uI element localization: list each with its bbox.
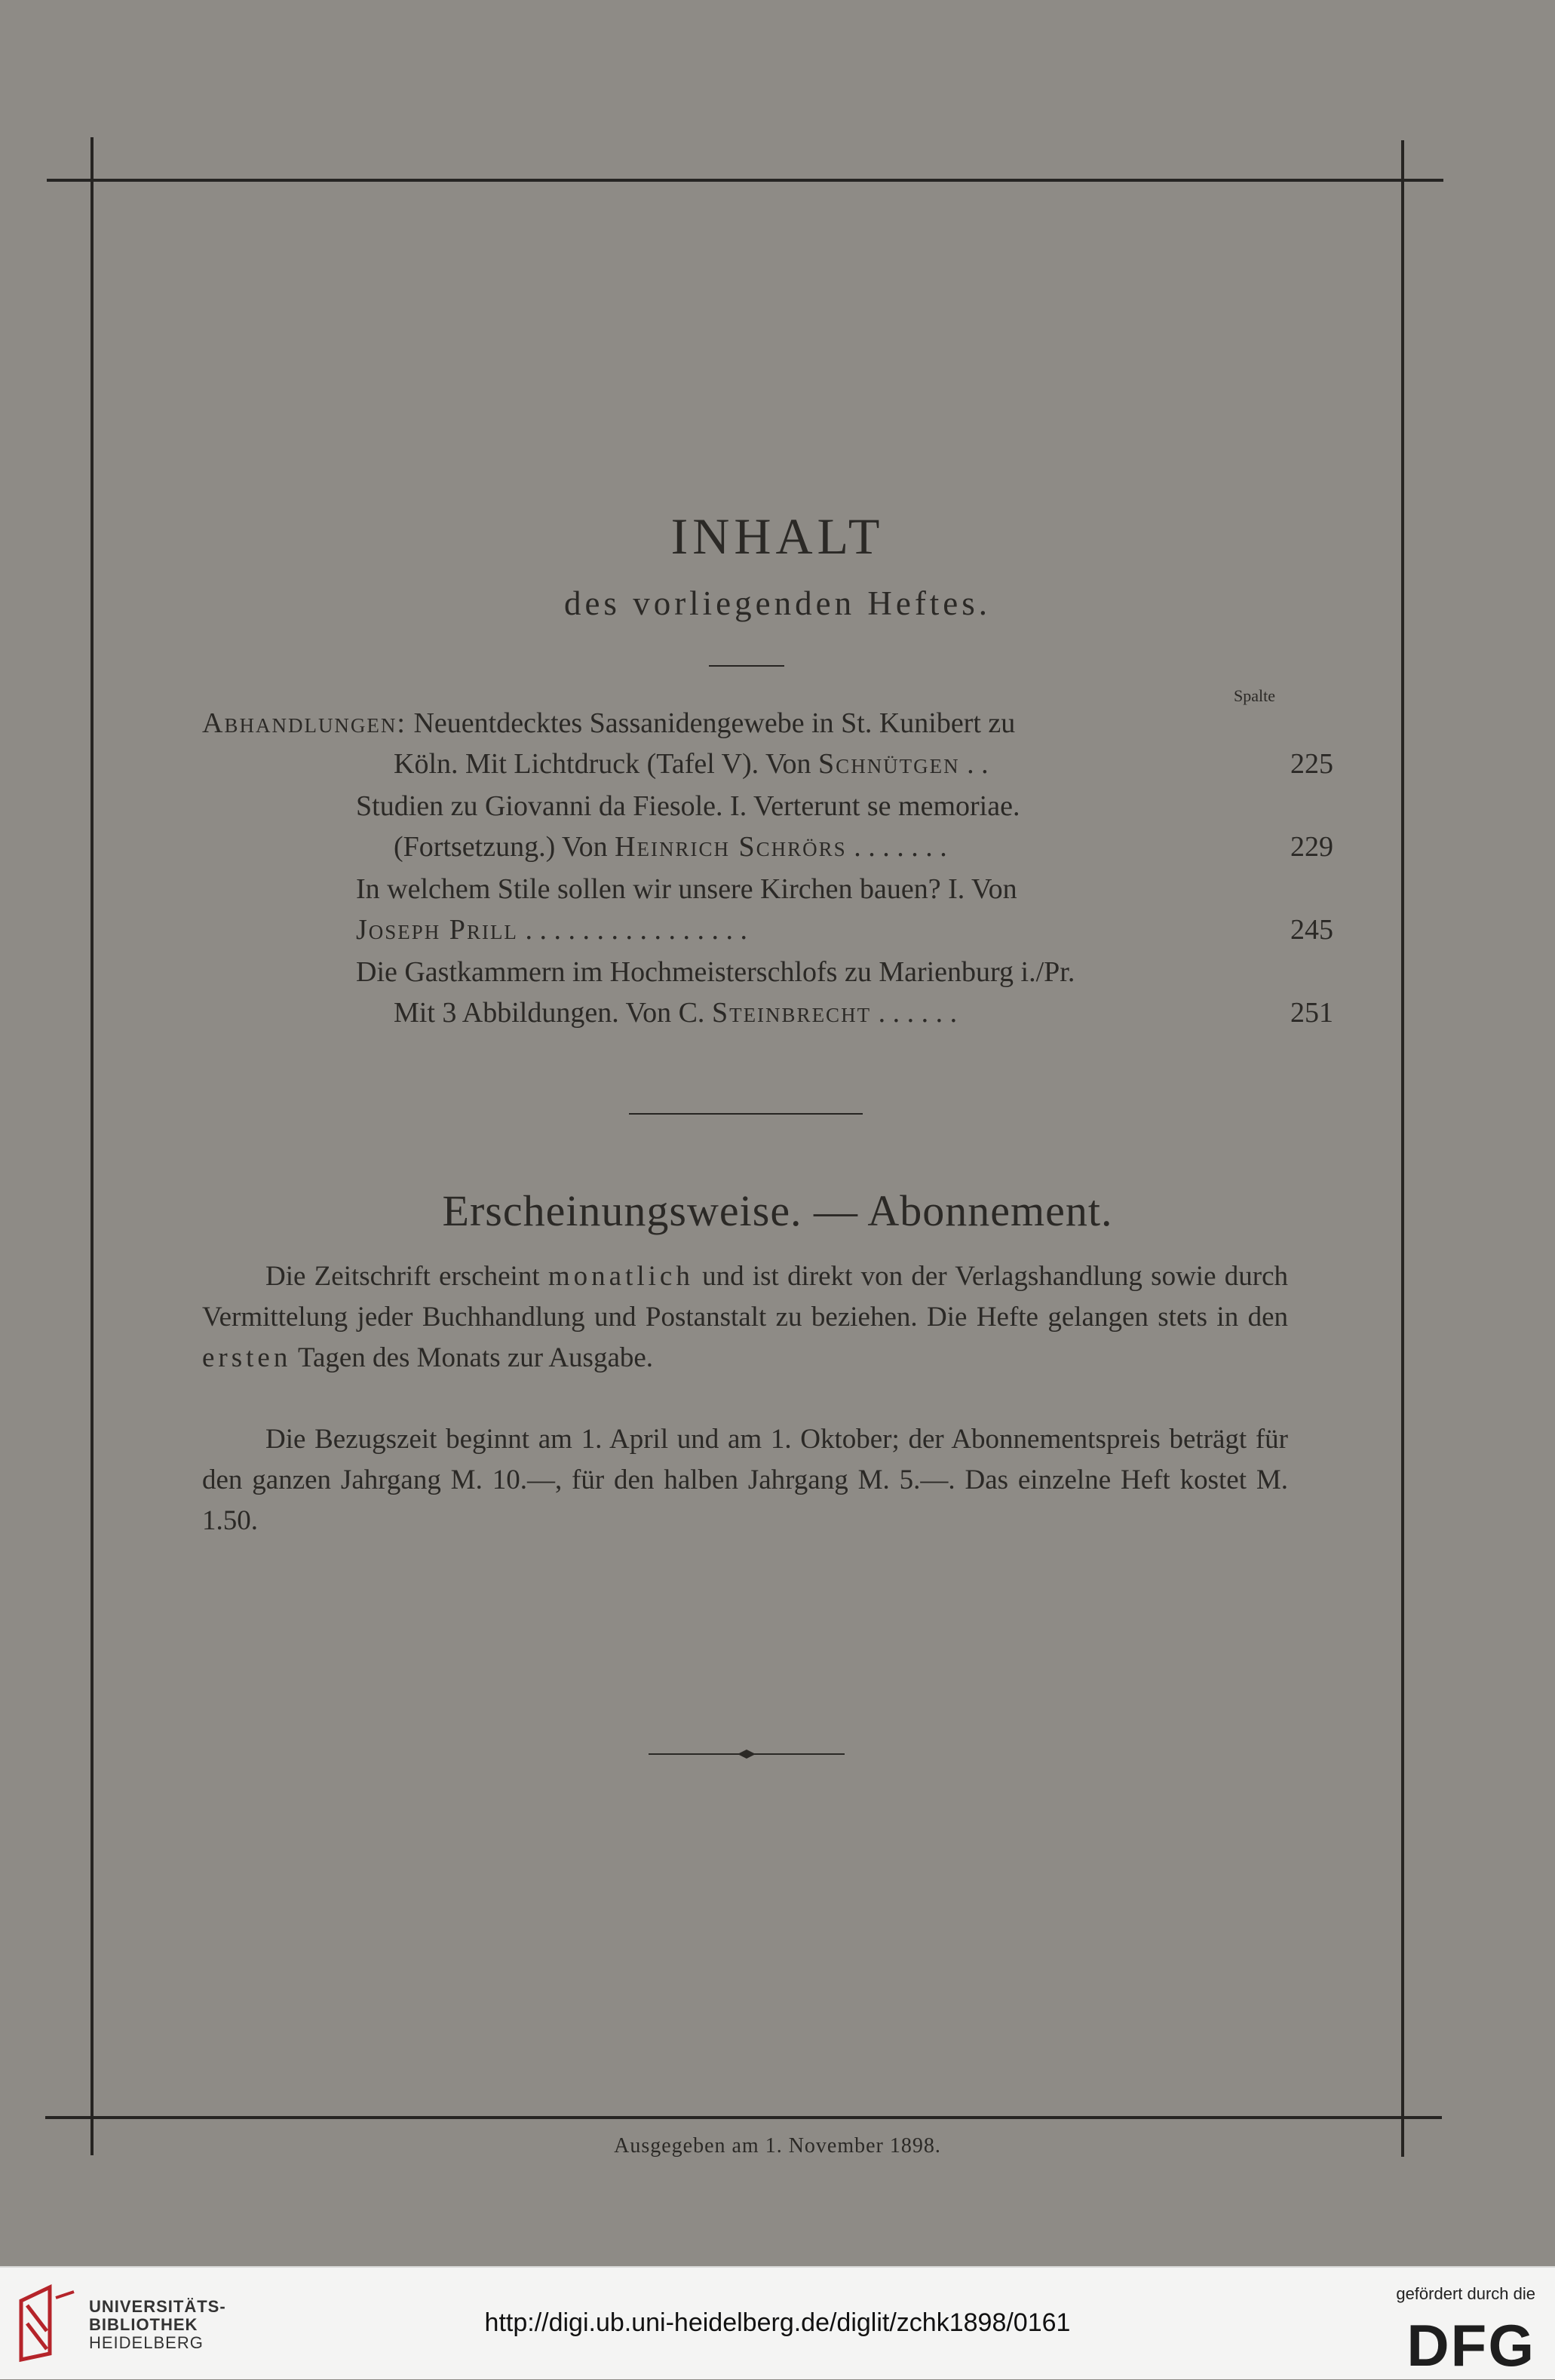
toc-entry-2-line1: Studien zu Giovanni da Fiesole. I. Verterunt se memoriae. (356, 790, 1020, 822)
toc-author: Schnütgen (818, 748, 960, 780)
emphasis-ersten: ersten (202, 1342, 292, 1373)
toc-section-label: Abhandlungen: (202, 707, 406, 739)
frame-left-rule (90, 137, 94, 2155)
toc-entry-3-line2: Joseph Prill . . . . . . . . . . . . . . . . 245 (202, 909, 1333, 950)
toc-page-number: 225 (1290, 748, 1333, 780)
ornament-divider (649, 1747, 845, 1762)
toc-entry-3-line1: In welchem Stile sollen wir unsere Kirchen bauen? I. Von (356, 873, 1017, 905)
digitization-footer (0, 2266, 1555, 2379)
toc-page-number: 229 (1290, 831, 1333, 863)
paragraph-subscription: Die Bezugszeit beginnt am 1. April und am 1. Oktober; der Abonnementspreis beträgt für den ganzen Jahrgang M. 10.—, für den halben Jahrgang M. 5.—. Das einzelne Heft kostet M. 1.50. (202, 1424, 1288, 1536)
paragraph-publication: Die Zeitschrift erscheint monatlich und ist direkt von der Verlagshandlung sowie durch Vermittelung jeder Buchhandlung und Postanstalt zu beziehen. Die Hefte gelangen stets in den ersten Tagen des Monats zur Ausgabe. (202, 1261, 1289, 1373)
source-url-link[interactable]: http://digi.ub.uni-heidelberg.de/diglit/zchk1898/0161 (484, 2308, 1071, 2337)
toc-author: Steinbrecht (711, 997, 872, 1029)
dfg-logo: DFG (1406, 2312, 1535, 2378)
toc-entry-1-line1: Abhandlungen: Neuentdecktes Sassanidengewebe in St. Kunibert zu (202, 707, 1016, 739)
page-subtitle: des vorliegenden Heftes. (563, 584, 992, 622)
section-title: Erscheinungsweise. — Abonnement. (442, 1186, 1113, 1235)
toc-entry-1-line2: Köln. Mit Lichtdruck (Tafel V). Von Schnütgen . . 225 (202, 744, 1333, 784)
frame-top-rule (47, 179, 1443, 182)
column-label: Spalte (1234, 686, 1275, 705)
section-divider (629, 1113, 863, 1115)
toc-entry-4-line1: Die Gastkammern im Hochmeisterschlofs zu Marienburg i./Pr. (356, 956, 1075, 988)
funding-note: gefördert durch die (1396, 2284, 1535, 2303)
toc-author: Joseph Prill (356, 914, 518, 946)
frame-bottom-rule (45, 2116, 1442, 2119)
issue-date: Ausgegeben am 1. November 1898. (614, 2134, 941, 2158)
frame-right-rule (1401, 140, 1404, 2157)
emphasis-monatlich: monatlich (547, 1261, 694, 1292)
page-title: INHALT (670, 508, 885, 565)
toc-page-number: 251 (1290, 997, 1333, 1029)
library-name: UNIVERSITÄTS- BIBLIOTHEK HEIDELBERG (89, 2297, 226, 2352)
toc-author: Heinrich Schrörs (615, 831, 847, 863)
toc-entry-4-line2: Mit 3 Abbildungen. Von C. Steinbrecht . . . . . . 251 (202, 992, 1333, 1033)
table-of-contents (202, 703, 1333, 1033)
toc-page-number: 245 (1290, 914, 1333, 946)
toc-entry-2-line2: (Fortsetzung.) Von Heinrich Schrörs . . . . . . . 229 (202, 827, 1333, 867)
title-divider (709, 665, 784, 667)
